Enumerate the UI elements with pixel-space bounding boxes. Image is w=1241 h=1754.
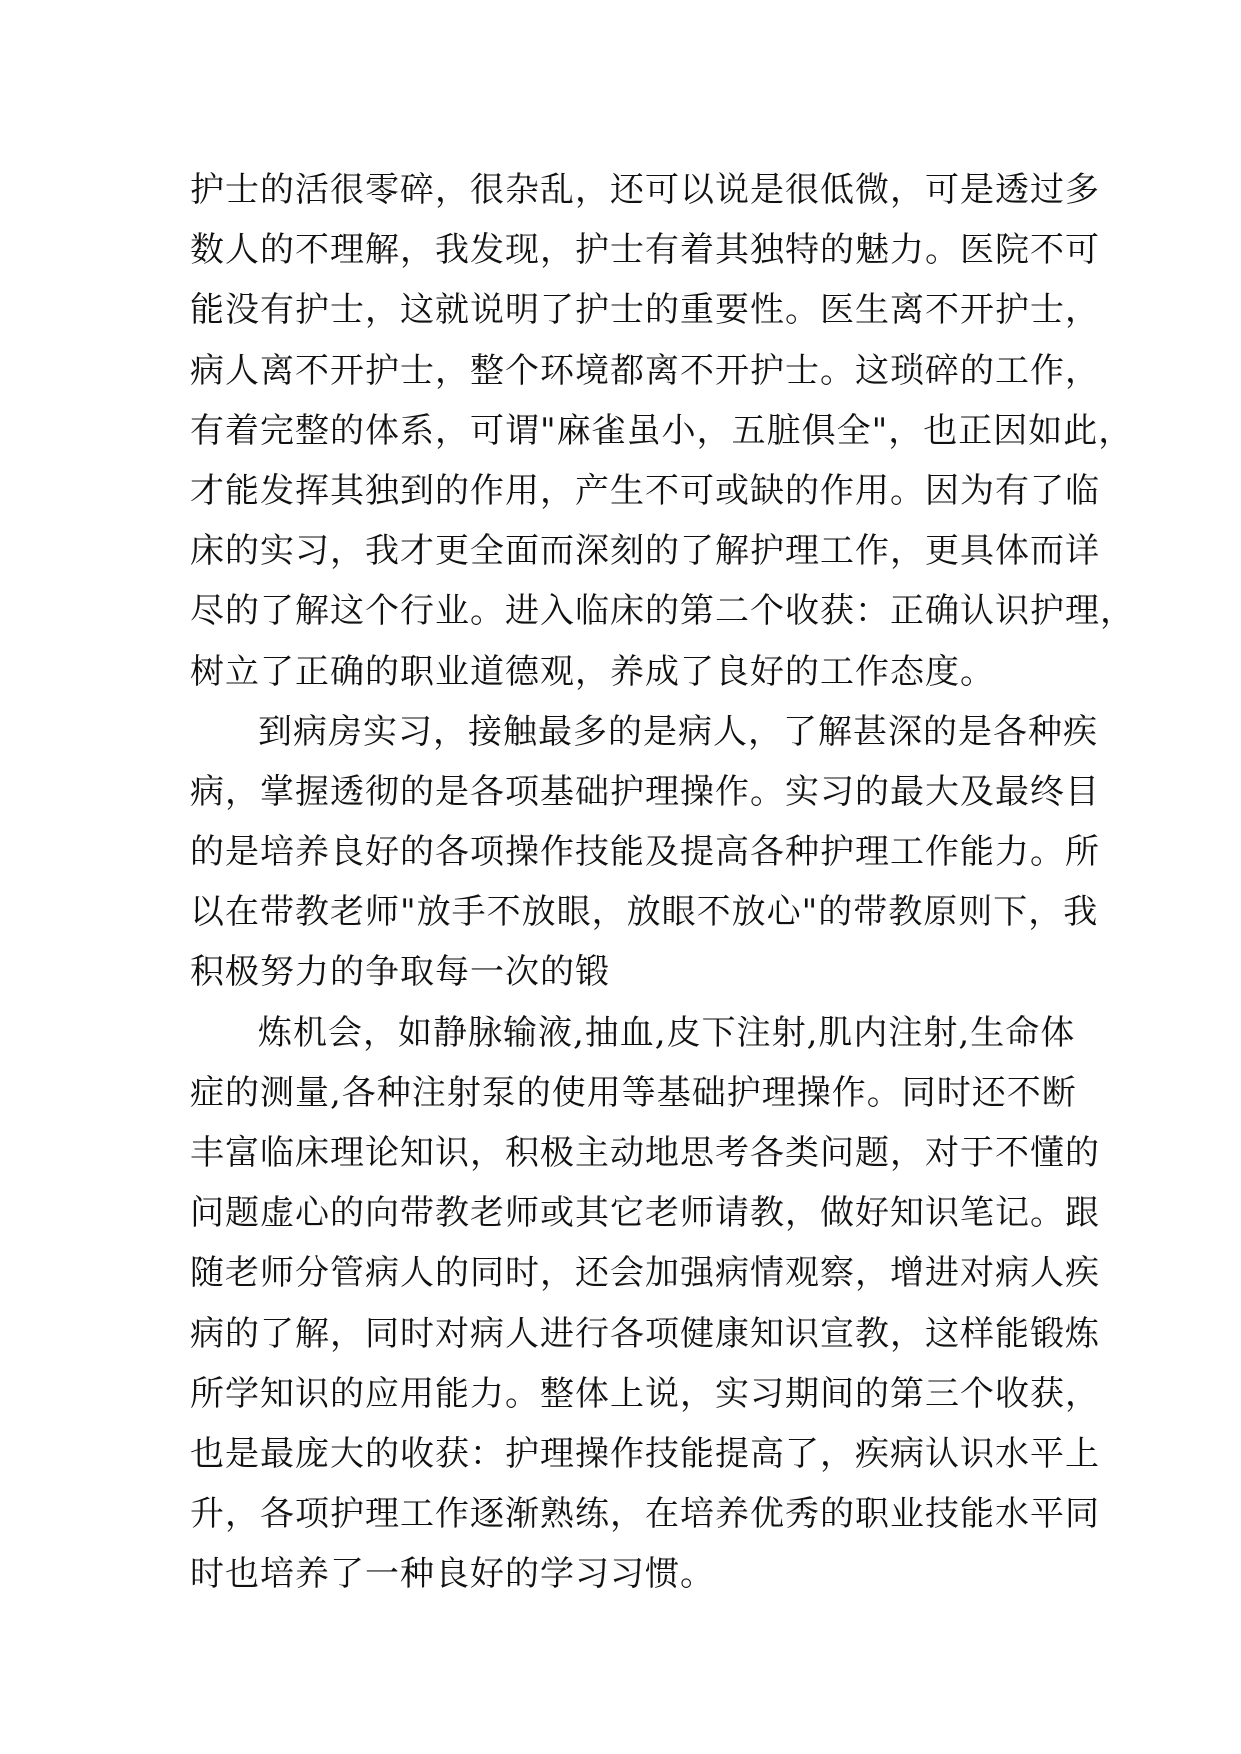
text-line: 能没有护士，这就说明了护士的重要性。医生离不开护士， <box>190 290 1100 331</box>
text-line: 以在带教老师"放手不放眼，放眼不放心"的带教原则下，我 <box>190 892 1099 933</box>
paragraph-first-line: 炼机会，如静脉输液,抽血,皮下注射,肌内注射,生命体 <box>258 1012 1076 1053</box>
text-line: 病，掌握透彻的是各项基础护理操作。实习的最大及最终目 <box>190 771 1100 812</box>
text-line: 数人的不理解，我发现，护士有着其独特的魅力。医院不可 <box>190 230 1100 271</box>
text-line: 升，各项护理工作逐渐熟练，在培养优秀的职业技能水平同 <box>190 1494 1100 1535</box>
text-line: 有着完整的体系，可谓"麻雀虽小，五脏俱全"，也正因如此， <box>190 410 1134 451</box>
text-line: 时也培养了一种良好的学习习惯。 <box>190 1554 715 1595</box>
text-line: 尽的了解这个行业。进入临床的第二个收获：正确认识护理， <box>190 591 1135 632</box>
text-line: 的是培养良好的各项操作技能及提高各种护理工作能力。所 <box>190 832 1100 873</box>
text-line: 随老师分管病人的同时，还会加强病情观察，增进对病人疾 <box>190 1253 1100 1294</box>
text-line: 所学知识的应用能力。整体上说，实习期间的第三个收获， <box>190 1373 1100 1414</box>
text-line: 也是最庞大的收获：护理操作技能提高了，疾病认识水平上 <box>190 1433 1100 1474</box>
text-line: 积极努力的争取每一次的锻 <box>190 952 610 993</box>
text-line: 护士的活很零碎，很杂乱，还可以说是很低微，可是透过多 <box>190 170 1100 210</box>
text-line: 床的实习，我才更全面而深刻的了解护理工作，更具体而详 <box>190 531 1100 572</box>
text-line: 丰富临床理论知识，积极主动地思考各类问题，对于不懂的 <box>190 1133 1100 1173</box>
text-line: 症的测量,各种注射泵的使用等基础护理操作。同时还不断 <box>190 1072 1077 1113</box>
paragraph-first-line: 到病房实习，接触最多的是病人，了解甚深的是各种疾 <box>258 711 1098 752</box>
body-text <box>190 160 1135 1605</box>
text-line: 才能发挥其独到的作用，产生不可或缺的作用。因为有了临 <box>190 470 1100 511</box>
text-line: 病的了解，同时对病人进行各项健康知识宣教，这样能锻炼 <box>190 1313 1100 1354</box>
text-line: 病人离不开护士，整个环境都离不开护士。这琐碎的工作， <box>190 350 1100 391</box>
text-line: 树立了正确的职业道德观，养成了良好的工作态度。 <box>190 651 995 692</box>
text-line: 问题虚心的向带教老师或其它老师请教，做好知识笔记。跟 <box>190 1193 1100 1234</box>
